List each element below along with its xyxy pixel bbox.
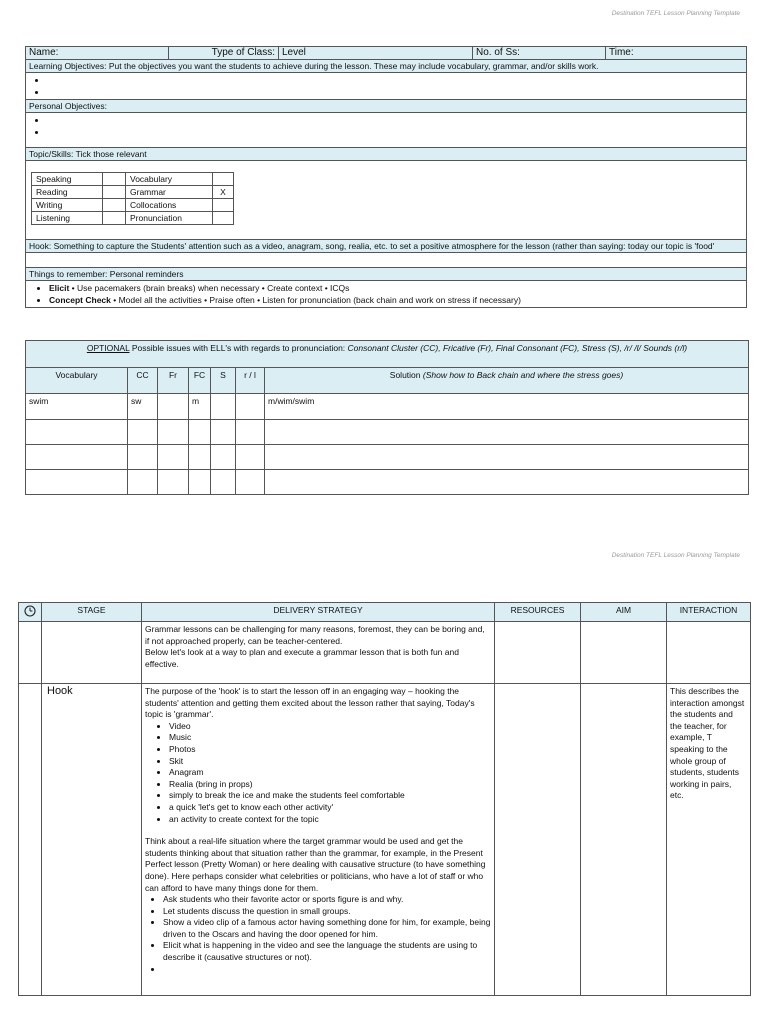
list-item: • Music	[169, 732, 491, 744]
skill-vocabulary: Vocabulary	[126, 173, 213, 186]
cc-cell[interactable]	[128, 470, 158, 495]
topic-skills-area	[26, 161, 747, 240]
page-header-1: Destination TEFL Lesson Planning Template	[611, 10, 740, 17]
fc-cell[interactable]	[189, 420, 211, 445]
personal-objectives-heading: Personal Objectives:	[26, 100, 747, 113]
col-resources: RESOURCES	[495, 603, 581, 622]
col-cc: CC	[128, 368, 158, 394]
name-label[interactable]: Name:	[26, 47, 169, 60]
skill-checkbox[interactable]	[103, 212, 126, 225]
s-cell[interactable]	[211, 394, 236, 420]
learning-objectives-heading: Learning Objectives: Put the objectives you want the students to achieve during the lesson. These may include vocabulary, grammar, and/or skills work.	[26, 60, 747, 73]
hook-stage-cell: Hook	[42, 684, 142, 996]
rl-cell[interactable]	[236, 445, 265, 470]
list-item: • Photos	[169, 744, 491, 756]
reminder-item: • Concept Check • Model all the activities • Praise often • Listen for pronunciation (back chain and work on stress if necessary)	[49, 294, 743, 306]
list-item: • Ask students who their favorite actor or sports figure is and why.	[163, 894, 491, 906]
reminders-list	[26, 281, 747, 308]
time-cell[interactable]	[19, 684, 42, 996]
skill-speaking: Speaking	[32, 173, 103, 186]
fc-cell[interactable]	[189, 470, 211, 495]
resources-cell[interactable]	[495, 622, 581, 684]
skill-listening: Listening	[32, 212, 103, 225]
col-aim: AIM	[581, 603, 667, 622]
s-cell[interactable]	[211, 420, 236, 445]
skill-pronunciation: Pronunciation	[126, 212, 213, 225]
skill-checkbox[interactable]	[103, 173, 126, 186]
reminder-item: • Elicit • Use pacemakers (brain breaks) when necessary • Create context • ICQs	[49, 282, 743, 294]
list-item: • Skit	[169, 756, 491, 768]
skill-checkbox[interactable]	[103, 186, 126, 199]
clock-icon	[19, 603, 42, 622]
solution-cell[interactable]: m/wim/swim	[265, 394, 749, 420]
list-item: • Let students discuss the question in small groups.	[163, 906, 491, 918]
fr-cell[interactable]	[158, 445, 189, 470]
intro-paragraph: Below let's look at a way to plan and execute a grammar lesson that is both fun and effective.	[145, 647, 459, 669]
resources-cell[interactable]	[495, 684, 581, 996]
fr-cell[interactable]	[158, 394, 189, 420]
vocab-cell[interactable]	[26, 470, 128, 495]
solution-cell[interactable]	[265, 470, 749, 495]
skills-checklist	[31, 172, 234, 225]
pronunciation-table	[25, 340, 749, 495]
fr-cell[interactable]	[158, 420, 189, 445]
skill-checkbox[interactable]	[213, 212, 234, 225]
list-item: • Show a video clip of a famous actor having something done for him, for example, being driven to the Oscars and having the door opened for him.	[163, 917, 491, 940]
stage-cell[interactable]	[42, 622, 142, 684]
skill-grammar: Grammar	[126, 186, 213, 199]
lesson-info-table	[25, 46, 747, 308]
skill-reading: Reading	[32, 186, 103, 199]
skill-checkbox[interactable]	[103, 199, 126, 212]
hook-heading: Hook: Something to capture the Students' attention such as a video, anagram, song, realia, etc. to set a positive atmosphere for the lesson (rather than saying: today our topic is 'food'	[26, 240, 747, 253]
aim-cell[interactable]	[581, 622, 667, 684]
solution-cell[interactable]	[265, 445, 749, 470]
col-stage: STAGE	[42, 603, 142, 622]
col-solution: Solution (Show how to Back chain and where the stress goes)	[265, 368, 749, 394]
vocab-cell[interactable]	[26, 445, 128, 470]
hook-field[interactable]	[26, 253, 747, 268]
list-item: • Video	[169, 721, 491, 733]
hook-steps-list	[145, 894, 491, 975]
skill-writing: Writing	[32, 199, 103, 212]
col-fc: FC	[189, 368, 211, 394]
vocab-cell[interactable]: swim	[26, 394, 128, 420]
hook-ideas-list	[145, 721, 491, 825]
col-s: S	[211, 368, 236, 394]
page-header-2: Destination TEFL Lesson Planning Template	[611, 552, 740, 559]
hook-paragraph: The purpose of the 'hook' is to start the lesson off in an engaging way – hooking the students' attention and getting them excited about the lesson rather that saying, Today's topic is 'grammar'.	[145, 686, 475, 720]
number-of-students-label[interactable]: No. of Ss:	[473, 47, 606, 60]
skill-checkbox[interactable]: X	[213, 186, 234, 199]
interaction-cell[interactable]	[667, 622, 751, 684]
hook-paragraph: Think about a real-life situation where the target grammar would be used and get the students thinking about that situation rather than the grammar, for example, in the Present Perfect lesson (Pretty Woman) or here dealing with causative structure (to have something done). Here perhaps consider what celebrities or politicians, who have a lot of staff or who can afford to have many things done for them.	[145, 836, 486, 893]
col-interaction: INTERACTION	[667, 603, 751, 622]
fr-cell[interactable]	[158, 470, 189, 495]
level-label[interactable]: Level	[279, 47, 473, 60]
cc-cell[interactable]	[128, 420, 158, 445]
list-item: • an activity to create context for the topic	[169, 814, 491, 826]
topic-skills-heading: Topic/Skills: Tick those relevant	[26, 148, 747, 161]
s-cell[interactable]	[211, 445, 236, 470]
skill-checkbox[interactable]	[213, 199, 234, 212]
things-to-remember-heading: Things to remember: Personal reminders	[26, 268, 747, 281]
col-fr: Fr	[158, 368, 189, 394]
learning-objectives-field[interactable]	[26, 73, 747, 100]
s-cell[interactable]	[211, 470, 236, 495]
cc-cell[interactable]	[128, 445, 158, 470]
hook-strategy-cell	[142, 684, 495, 996]
time-label[interactable]: Time:	[606, 47, 747, 60]
rl-cell[interactable]	[236, 394, 265, 420]
type-of-class-label[interactable]: Type of Class:	[169, 47, 279, 60]
col-vocabulary: Vocabulary	[26, 368, 128, 394]
col-rl: r / l	[236, 368, 265, 394]
personal-objectives-field[interactable]	[26, 113, 747, 148]
vocab-cell[interactable]	[26, 420, 128, 445]
list-item: • a quick 'let's get to know each other activity'	[169, 802, 491, 814]
skill-checkbox[interactable]	[213, 173, 234, 186]
rl-cell[interactable]	[236, 470, 265, 495]
list-item	[163, 964, 491, 976]
list-item: • simply to break the ice and make the students feel comfortable	[169, 790, 491, 802]
list-item: • Anagram	[169, 767, 491, 779]
col-delivery-strategy: DELIVERY STRATEGY	[142, 603, 495, 622]
lesson-plan-table	[18, 602, 751, 996]
fc-cell[interactable]: m	[189, 394, 211, 420]
rl-cell[interactable]	[236, 420, 265, 445]
interaction-description-cell: This describes the interaction amongst the students and the teacher, for example, T speaking to the whole group of students, students working in pairs, etc.	[667, 684, 751, 996]
intro-strategy-cell	[142, 622, 495, 684]
list-item: • Elicit what is happening in the video and see the language the students are using to describe it (causative structures or not).	[163, 940, 491, 963]
fc-cell[interactable]	[189, 445, 211, 470]
skill-collocations: Collocations	[126, 199, 213, 212]
aim-cell[interactable]	[581, 684, 667, 996]
time-cell[interactable]	[19, 622, 42, 684]
cc-cell[interactable]: sw	[128, 394, 158, 420]
intro-paragraph: Grammar lessons can be challenging for many reasons, foremost, they can be boring and, if not approached properly, can be teacher-centered.	[145, 624, 485, 646]
list-item: • Realia (bring in props)	[169, 779, 491, 791]
pronunciation-title: OPTIONAL Possible issues with ELL's with regards to pronunciation: Consonant Cluster (CC), Fricative (Fr), Final Consonant (FC), Stress (S), /r/ /l/ Sounds (r/l)	[26, 341, 749, 368]
solution-cell[interactable]	[265, 420, 749, 445]
